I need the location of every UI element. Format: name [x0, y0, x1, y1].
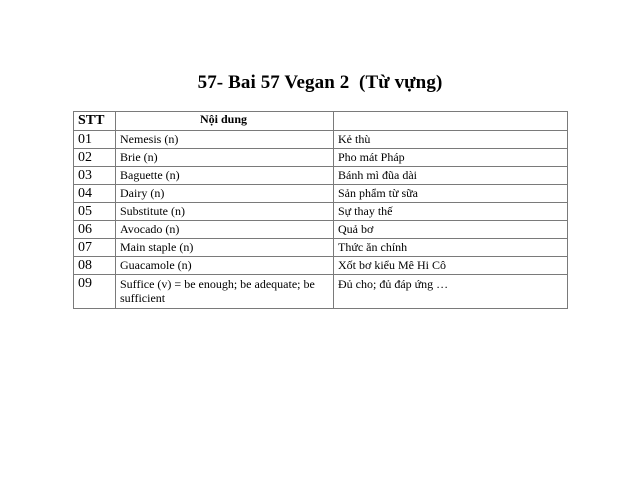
table-row [74, 149, 568, 167]
row-number: 06 [74, 221, 116, 239]
row-number: 01 [74, 131, 116, 149]
vietnamese-meaning: Kẻ thù [334, 131, 568, 149]
table-row [74, 167, 568, 185]
row-number: 02 [74, 149, 116, 167]
english-term: Baguette (n) [116, 167, 334, 185]
english-term: Substitute (n) [116, 203, 334, 221]
row-number: 05 [74, 203, 116, 221]
document-title: 57- Bai 57 Vegan 2 (Từ vựng) [197, 72, 443, 93]
row-number: 08 [74, 257, 116, 275]
header-content: Nội dung [116, 112, 334, 131]
vietnamese-meaning: Pho mát Pháp [334, 149, 568, 167]
english-term: Suffice (v) = be enough; be adequate; be sufficient [116, 275, 334, 309]
row-number: 04 [74, 185, 116, 203]
vietnamese-meaning: Thức ăn chính [334, 239, 568, 257]
header-meaning [334, 112, 568, 131]
vietnamese-meaning: Xốt bơ kiểu Mê Hi Cô [334, 257, 568, 275]
english-term: Dairy (n) [116, 185, 334, 203]
vietnamese-meaning: Đủ cho; đủ đáp ứng … [334, 275, 568, 309]
vietnamese-meaning: Bánh mì đũa dài [334, 167, 568, 185]
vocabulary-table [73, 111, 568, 309]
table-row [74, 257, 568, 275]
english-term: Guacamole (n) [116, 257, 334, 275]
vietnamese-meaning: Sự thay thế [334, 203, 568, 221]
vietnamese-meaning: Sản phẩm từ sữa [334, 185, 568, 203]
row-number: 03 [74, 167, 116, 185]
vietnamese-meaning: Quả bơ [334, 221, 568, 239]
table-row [74, 221, 568, 239]
table-row [74, 275, 568, 309]
english-term: Nemesis (n) [116, 131, 334, 149]
row-number: 07 [74, 239, 116, 257]
table-header-row [74, 112, 568, 131]
english-term: Brie (n) [116, 149, 334, 167]
row-number: 09 [74, 275, 116, 309]
table-row [74, 239, 568, 257]
header-stt: STT [74, 112, 116, 131]
table-row [74, 203, 568, 221]
table-row [74, 131, 568, 149]
table-row [74, 185, 568, 203]
english-term: Main staple (n) [116, 239, 334, 257]
english-term: Avocado (n) [116, 221, 334, 239]
